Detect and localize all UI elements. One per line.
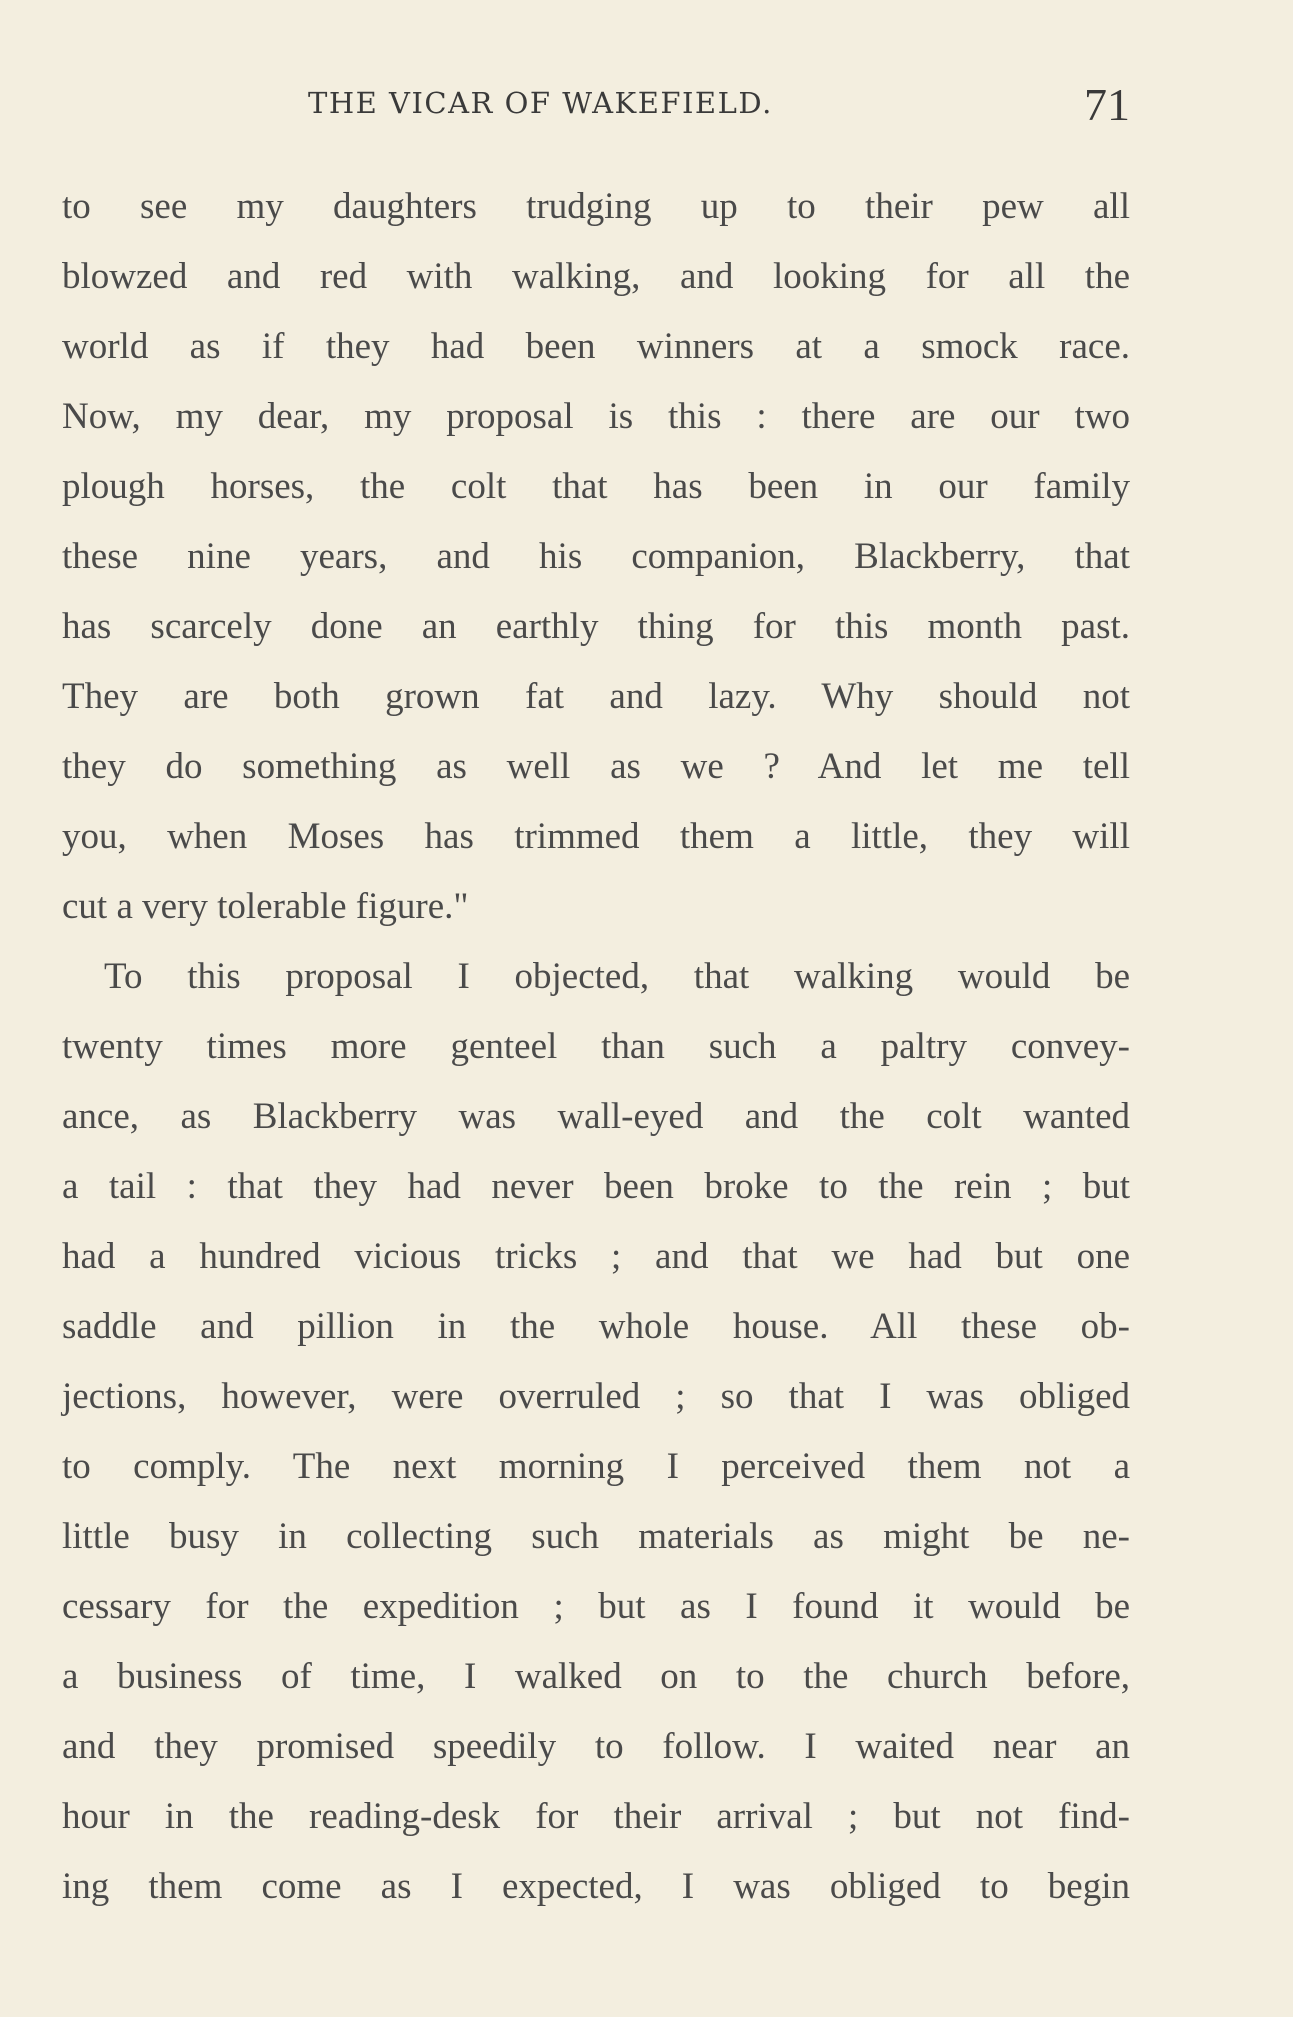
text-line: to see my daughters trudging up to their pew all bbox=[62, 186, 1130, 227]
text-line: jections, however, were overruled ; so that I was obliged bbox=[62, 1376, 1130, 1417]
text-line: hour in the reading-desk for their arrival ; but not find- bbox=[62, 1796, 1130, 1837]
text-line: these nine years, and his companion, Blackberry, that bbox=[62, 536, 1130, 577]
text-line-paragraph-start: To this proposal I objected, that walking would be bbox=[104, 956, 1130, 997]
text-line: cessary for the expedition ; but as I found it would be bbox=[62, 1586, 1130, 1627]
text-line: has scarcely done an earthly thing for this month past. bbox=[62, 606, 1130, 647]
running-title: THE VICAR OF WAKEFIELD. bbox=[308, 86, 773, 120]
body-text bbox=[62, 172, 1130, 1922]
text-line: little busy in collecting such materials as might be ne- bbox=[62, 1516, 1130, 1557]
text-line: Now, my dear, my proposal is this : there are our two bbox=[62, 396, 1130, 437]
text-line: They are both grown fat and lazy. Why should not bbox=[62, 676, 1130, 717]
text-line: a business of time, I walked on to the church before, bbox=[62, 1656, 1130, 1697]
text-line: plough horses, the colt that has been in our family bbox=[62, 466, 1130, 507]
text-line: ance, as Blackberry was wall-eyed and the colt wanted bbox=[62, 1096, 1130, 1137]
page-number: 71 bbox=[1084, 79, 1130, 130]
text-line: and they promised speedily to follow. I waited near an bbox=[62, 1726, 1130, 1767]
text-line: to comply. The next morning I perceived them not a bbox=[62, 1446, 1130, 1487]
text-line: world as if they had been winners at a smock race. bbox=[62, 326, 1130, 367]
text-line: saddle and pillion in the whole house. All these ob- bbox=[62, 1306, 1130, 1347]
text-line: twenty times more genteel than such a paltry convey- bbox=[62, 1026, 1130, 1067]
text-line: you, when Moses has trimmed them a little, they will bbox=[62, 816, 1130, 857]
text-line: blowzed and red with walking, and looking for all the bbox=[62, 256, 1130, 297]
running-head bbox=[62, 78, 1130, 138]
text-line: a tail : that they had never been broke to the rein ; but bbox=[62, 1166, 1130, 1207]
text-line: had a hundred vicious tricks ; and that we had but one bbox=[62, 1236, 1130, 1277]
text-line-paragraph-end: cut a very tolerable figure." bbox=[62, 886, 469, 927]
text-line: ing them come as I expected, I was obliged to begin bbox=[62, 1866, 1130, 1907]
text-line: they do something as well as we ? And let me tell bbox=[62, 746, 1130, 787]
